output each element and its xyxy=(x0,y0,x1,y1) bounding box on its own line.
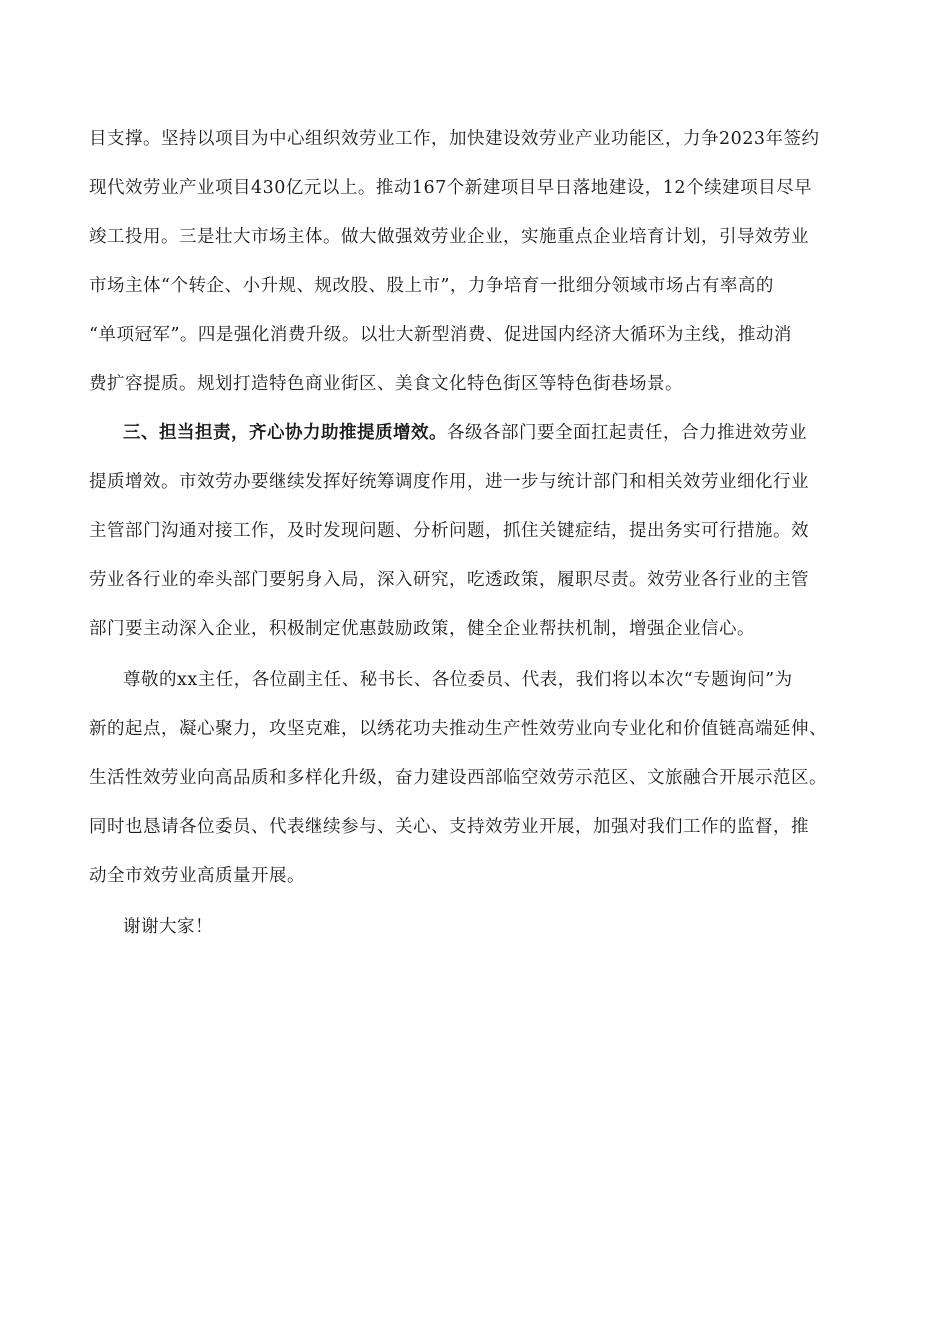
paragraph-1-line-1: 目支撑。坚持以项目为中心组织效劳业工作，加快建设效劳业产业功能区，力争2023年签约 xyxy=(89,129,820,149)
paragraph-1-line-6: 费扩容提质。规划打造特色商业街区、美食文化特色街区等特色街巷场景。 xyxy=(89,374,683,394)
paragraph-3-line-3: 生活性效劳业向高品质和多样化升级，奋力建设西部临空效劳示范区、文旅融合开展示范区。 xyxy=(89,768,827,788)
paragraph-3-line-1: 尊敬的xx主任，各位副主任、秘书长、各位委员、代表，我们将以本次“专题询问”为 xyxy=(123,670,793,690)
paragraph-3-line-5: 动全市效劳业高质量开展。 xyxy=(89,866,305,886)
paragraph-3-line-2: 新的起点，凝心聚力，攻坚克难，以绣花功夫推动生产性效劳业向专业化和价值链高端延伸、 xyxy=(89,719,827,739)
paragraph-2-line-2: 提质增效。市效劳办要继续发挥好统筹调度作用，进一步与统计部门和相关效劳业细化行业 xyxy=(89,472,809,492)
paragraph-2-line-3: 主管部门沟通对接工作，及时发现问题、分析问题，抓住关键症结，提出务实可行措施。效 xyxy=(89,521,809,541)
paragraph-1-line-2: 现代效劳业产业项目430亿元以上。推动167个新建项目早日落地建设，12个续建项目尽早 xyxy=(89,178,813,198)
section-heading: 三、担当担责，齐心协力助推提质增效。 xyxy=(123,423,447,443)
paragraph-1-line-4: 市场主体“个转企、小升规、规改股、股上市”，力争培育一批细分领域市场占有率高的 xyxy=(89,276,774,296)
paragraph-2-line-1-rest: 各级各部门要全面扛起责任，合力推进效劳业 xyxy=(447,423,807,443)
paragraph-1-line-5: “单项冠军”。四是强化消费升级。以壮大新型消费、促进国内经济大循环为主线，推动消 xyxy=(89,325,792,345)
paragraph-2-line-1 xyxy=(123,421,807,445)
paragraph-3-line-4: 同时也恳请各位委员、代表继续参与、关心、支持效劳业开展，加强对我们工作的监督，推 xyxy=(89,817,809,837)
paragraph-1-line-3: 竣工投用。三是壮大市场主体。做大做强效劳业企业，实施重点企业培育计划，引导效劳业 xyxy=(89,227,809,247)
paragraph-2-line-4: 劳业各行业的牵头部门要躬身入局，深入研究，吃透政策，履职尽责。效劳业各行业的主管 xyxy=(89,570,809,590)
paragraph-2-line-5: 部门要主动深入企业，积极制定优惠鼓励政策，健全企业帮扶机制，增强企业信心。 xyxy=(89,619,755,639)
closing-line: 谢谢大家！ xyxy=(123,917,213,937)
